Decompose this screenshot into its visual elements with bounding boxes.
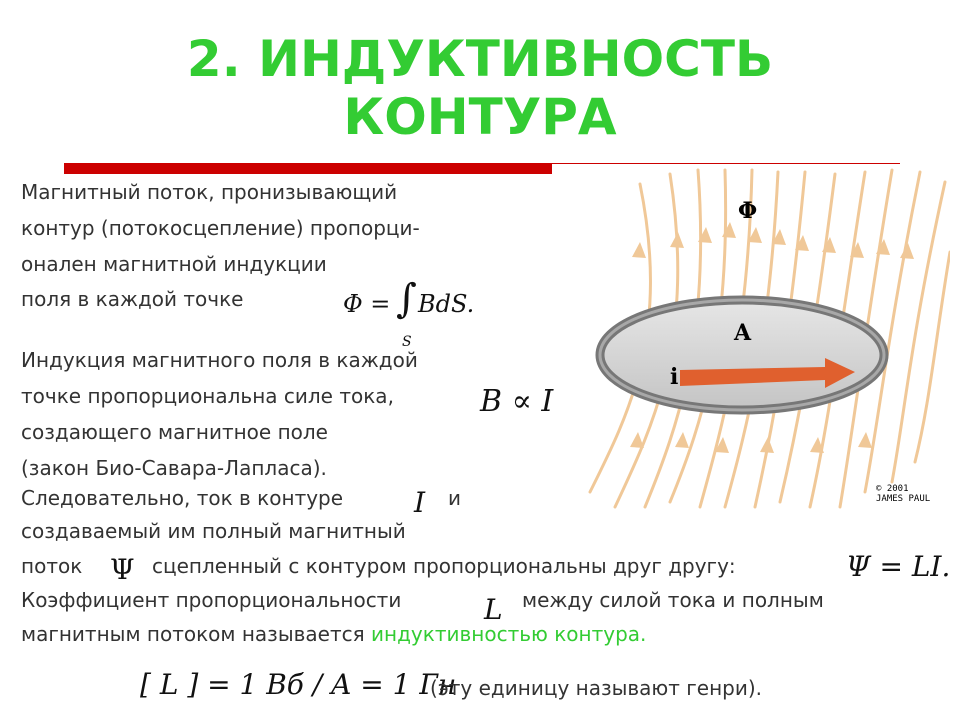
text-p3-l2: создаваемый им полный магнитный — [21, 519, 406, 543]
text-p3-l5a — [21, 622, 646, 646]
text-p1-l4: поля в каждой точке — [21, 287, 244, 311]
area-label: A — [734, 320, 752, 346]
proportionality-formula: B ∝ I — [480, 384, 554, 419]
inductance-symbol: L — [484, 593, 503, 626]
flux-label: Φ — [738, 198, 758, 224]
current-symbol: I — [414, 486, 426, 519]
henry-note: (эту единицу называют генри). — [430, 676, 763, 700]
psi-formula: Ψ = LI. — [846, 550, 951, 583]
units-formula: [ L ] = 1 Вб / A = 1 Гн — [140, 668, 457, 701]
title-rule-thick — [64, 164, 552, 174]
loop-figure — [520, 162, 950, 512]
flux-formula-integrand: BdS. — [418, 290, 475, 318]
text-p2-l1: Индукция магнитного поля в каждой — [21, 348, 418, 372]
title-line-2: КОНТУРА — [343, 88, 617, 146]
text-p3-l1a: Следовательно, ток в контуре — [21, 486, 344, 510]
copyright-line-1: © 2001 — [876, 484, 909, 494]
text-p3-l4a: Коэффициент пропорциональности — [21, 588, 402, 612]
current-label: i — [670, 364, 679, 390]
psi-symbol: Ψ — [110, 553, 135, 586]
inductance-term: индуктивностью контура. — [371, 622, 647, 646]
flux-formula — [343, 290, 390, 318]
integral-sign: ∫ — [396, 276, 417, 322]
text-p1-l2: контур (потокосцепление) пропорци- — [21, 216, 420, 240]
figure-copyright — [876, 484, 930, 504]
text-p3-l1b: и — [448, 486, 461, 510]
text-p2-l2: точке пропорциональна силе тока, — [21, 384, 394, 408]
copyright-line-2: JAMES PAUL — [876, 494, 931, 504]
text-p3-l3b: сцепленный с контуром пропорциональны друг другу: — [152, 554, 736, 578]
text-p1-l1: Магнитный поток, пронизывающий — [21, 180, 398, 204]
integral-subscript: S — [402, 334, 412, 350]
text-p3-l4b: между силой тока и полным — [522, 588, 824, 612]
slide-title — [0, 30, 960, 146]
text-p3-l5a-plain: магнитным потоком называется — [21, 622, 365, 646]
flux-formula-lhs: Φ = — [343, 290, 391, 318]
text-p3-l3a: поток — [21, 554, 83, 578]
title-line-1: 2. ИНДУКТИВНОСТЬ — [186, 30, 774, 88]
text-p1-l3: онален магнитной индукции — [21, 252, 327, 276]
text-p2-l3: создающего магнитное поле — [21, 420, 328, 444]
text-p2-l4: (закон Био-Савара-Лапласа). — [21, 456, 327, 480]
